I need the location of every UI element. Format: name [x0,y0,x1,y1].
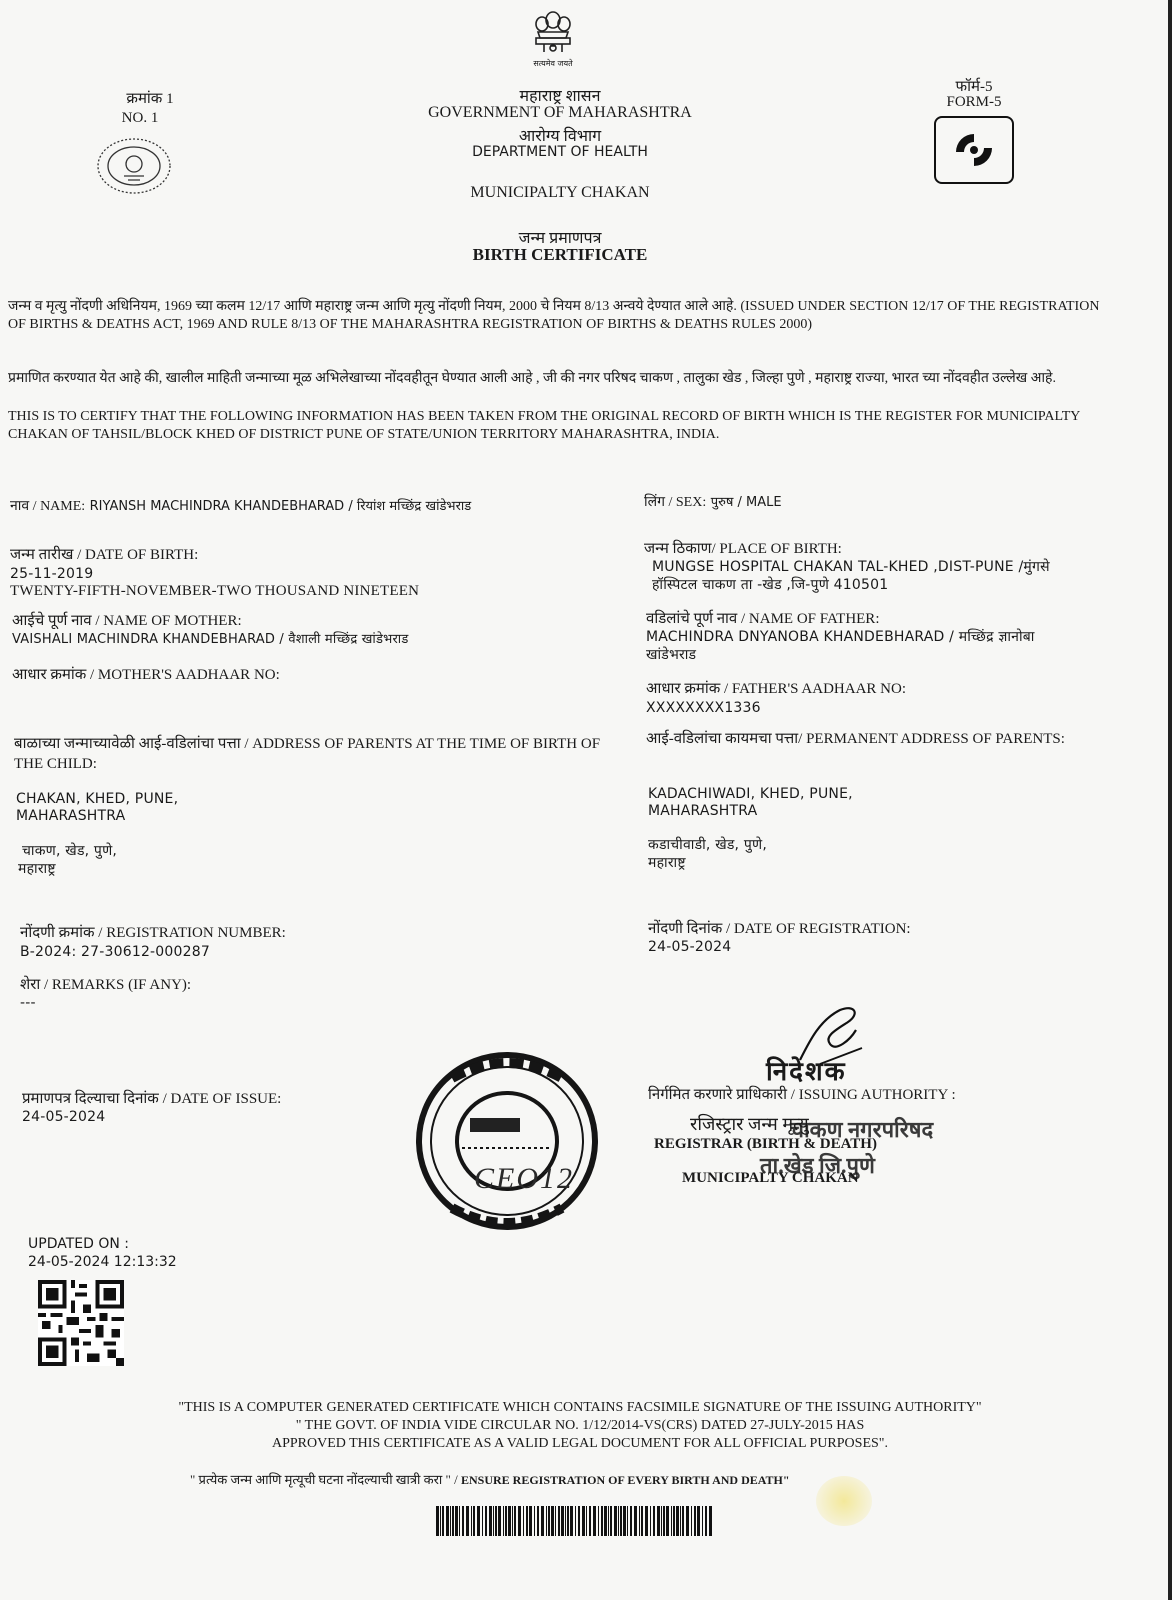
scan-edge [1168,0,1172,1600]
barcode-bar [529,1506,532,1536]
signature [790,1000,870,1074]
barcode-bar [663,1506,665,1536]
emblem-motto: सत्यमेव जयते [533,59,573,68]
gov-title-en: GOVERNMENT OF MAHARASHTRA [428,104,692,121]
barcode-bar [694,1506,696,1536]
certify-en: THIS IS TO CERTIFY THAT THE FOLLOWING INFORMATION HAS BEEN TAKEN FROM THE ORIGINAL RECORD OF BIRTH WHICH IS THE REGISTER FOR MUNICIPALTY CHAKAN OF TAHSIL/BLOCK KHED OF DISTRICT PUNE OF STATE/UNION TERRITORY MAHARASHTRA, INDIA. [8,409,1080,442]
form-no-en: FORM-5 [946,94,1002,110]
mother-label: आईचे पूर्ण नाव / NAME OF MOTHER: [12,613,242,629]
barcode-bar [570,1506,573,1536]
barcode-bar [645,1506,648,1536]
permanent-address-en-2: MAHARASHTRA [648,803,758,819]
health-logo-icon [934,116,1014,184]
barcode-bar [691,1506,692,1536]
issue-date-label: प्रमाणपत्र दिल्याचा दिनांक / DATE OF ISSUE: [22,1091,282,1107]
sex-value: पुरुष / MALE [710,495,782,510]
name-label: नाव / NAME: [10,499,86,514]
barcode-bar [471,1506,472,1536]
slogan [190,1470,790,1488]
permanent-address-mr-1: कडाचीवाडी, खेड, पुणे, [648,837,767,853]
permanent-address-en-1: KADACHIWADI, KHED, PUNE, [648,786,853,802]
barcode-bar [534,1506,535,1536]
barcode-bar [639,1506,640,1536]
dob-label: जन्म तारीख / DATE OF BIRTH: [10,547,199,563]
issue-date-value: 24-05-2024 [22,1109,106,1125]
remarks-label: शेरा / REMARKS (IF ANY): [20,977,192,993]
birth-address-en-1: CHAKAN, KHED, PUNE, [16,791,179,807]
barcode-bar [671,1506,672,1536]
barcode-bar [682,1506,684,1536]
authority-municipality: MUNICIPALTY CHAKAN [682,1170,859,1186]
barcode-bar [446,1506,449,1536]
name-row [10,496,630,515]
barcode-bar [666,1506,669,1536]
barcode-bar [514,1506,516,1536]
barcode-bar [575,1506,576,1536]
stamp-designation: निदेशक [766,1057,847,1086]
footer-line-3: APPROVED THIS CERTIFICATE AS A VALID LEGAL DOCUMENT FOR ALL OFFICIAL PURPOSES". [271,1436,889,1451]
mother-value: VAISHALI MACHINDRA KHANDEBHARAD / वैशाली मच्छिंद्र खांडेभराड [12,632,409,647]
birth-address-label: बाळाच्या जन्माच्यावेळी आई-वडिलांचा पत्ता / ADDRESS OF PARENTS AT THE TIME OF BIRTH OF THE CHILD: [14,736,601,772]
barcode-bar [702,1506,703,1536]
pob-value: MUNGSE HOSPITAL CHAKAN TAL-KHED ,DIST-PUNE /मुंगसे हॉस्पिटल चाकण ता -खेड ,जि-पुणे 410501 [652,559,1050,593]
barcode-bar [614,1506,617,1536]
municipal-round-seal [412,1048,602,1234]
birth-address-en-2: MAHARASHTRA [16,808,126,824]
barcode-bar [604,1506,607,1536]
barcode-bar [489,1506,492,1536]
barcode-bar [661,1506,662,1536]
barcode-bar [630,1506,632,1536]
barcode-bar [650,1506,651,1536]
barcode-bar [598,1506,599,1536]
barcode-bar [548,1506,550,1536]
barcode-bar [505,1506,507,1536]
barcode-bar [618,1506,619,1536]
certificate-no-en: NO. 1 [121,110,159,126]
slogan-mr: " प्रत्येक जन्म आणि मृत्यूची घटना नोंदल्याची खात्री करा " / [190,1472,458,1487]
barcode-bar [676,1506,679,1536]
form-no-mr: फॉर्म-5 [955,79,993,95]
barcode-bar [634,1506,637,1536]
footer-line-1: "THIS IS A COMPUTER GENERATED CERTIFICATE WHICH CONTAINS FACSIMILE SIGNATURE OF THE ISSUING AUTHORITY" [178,1400,982,1415]
dept-title-en: DEPARTMENT OF HEALTH [472,144,648,160]
permanent-address-mr-2: महाराष्ट्र [648,855,686,871]
municipality-title: MUNICIPALTY CHAKAN [470,184,650,201]
qr-code [38,1280,124,1370]
barcode [436,1506,712,1540]
gov-title-mr: महाराष्ट्र शासन [519,88,601,105]
issued-under-mr: जन्म व मृत्यु नोंदणी अधिनियम, 1969 च्या कलम 12/17 आणि महाराष्ट्र जन्म आणि मृत्यु नोंदणी नियम, 2000 चे नियम 8/13 अन्वये देण्यात आले आहे. [8,299,737,314]
barcode-bar [578,1506,580,1536]
dept-title-mr: आरोग्य विभाग [518,128,602,145]
barcode-bar [657,1506,660,1536]
barcode-bar [523,1506,524,1536]
barcode-bar [477,1506,480,1536]
certificate-title-mr: जन्म प्रमाणपत्र [518,230,602,247]
barcode-bar [541,1506,544,1536]
name-value: RIYANSH MACHINDRA KHANDEBHARAD / रियांश मच्छिंद्र खांडेभराड [89,499,472,514]
certificate-no-mr: क्रमांक 1 [126,91,174,107]
registration-number-label: नोंदणी क्रमांक / REGISTRATION NUMBER: [20,925,286,941]
registration-number-value: B-2024: 27-30612-000287 [20,944,210,960]
father-aadhaar-value: XXXXXXXX1336 [646,700,761,716]
birth-address-mr-1: चाकण, खेड, पुणे, [22,843,118,859]
barcode-bar [673,1506,675,1536]
barcode-bar [709,1506,712,1536]
barcode-bar [518,1506,521,1536]
barcode-bar [459,1506,460,1536]
stamp-municipality: चाकण नगरपरिषद [790,1117,934,1142]
barcode-bar [508,1506,511,1536]
father-label: वडिलांचे पूर्ण नाव / NAME OF FATHER: [646,611,880,627]
barcode-bar [485,1506,487,1536]
barcode-bar [442,1506,444,1536]
dob-value: 25-11-2019 [10,566,94,582]
barcode-bar [686,1506,689,1536]
updated-value: 24-05-2024 12:13:32 [28,1254,177,1270]
barcode-bar [503,1506,504,1536]
pob-label: जन्म ठिकाण/ PLACE OF BIRTH: [644,541,842,557]
permanent-address-label: आई-वडिलांचा कायमचा पत्ता/ PERMANENT ADDRESS OF PARENTS: [646,731,1065,747]
barcode-bar [546,1506,547,1536]
barcode-bar [680,1506,681,1536]
barcode-bar [526,1506,528,1536]
barcode-bar [498,1506,501,1536]
registration-date-value: 24-05-2024 [648,939,732,955]
barcode-bar [608,1506,609,1536]
sex-label: लिंग / SEX: [644,495,707,510]
paper-stain [816,1476,872,1526]
barcode-bar [512,1506,513,1536]
barcode-bar [455,1506,458,1536]
issuing-authority-label: निर्गमित करणारे प्राधिकारी / ISSUING AUTHORITY : [648,1087,956,1103]
registration-date-label: नोंदणी दिनांक / DATE OF REGISTRATION: [648,921,911,937]
barcode-bar [482,1506,483,1536]
national-emblem-icon [528,8,578,68]
barcode-bar [466,1506,469,1536]
issued-under-text [8,298,1112,334]
updated-label: UPDATED ON : [28,1236,130,1252]
health-seal-icon [94,136,174,200]
certificate-title-en: BIRTH CERTIFICATE [472,245,648,264]
seal-handwritten-number: CEO12 [474,1162,574,1195]
barcode-bar [495,1506,497,1536]
barcode-bar [473,1506,475,1536]
barcode-bar [641,1506,643,1536]
barcode-bar [653,1506,655,1536]
sex-row [644,492,782,511]
barcode-bar [601,1506,603,1536]
barcode-bar [551,1506,554,1536]
barcode-bar [627,1506,628,1536]
barcode-bar [620,1506,622,1536]
barcode-bar [705,1506,707,1536]
father-aadhaar-label: आधार क्रमांक / FATHER'S AADHAAR NO: [646,681,906,697]
father-value: MACHINDRA DNYANOBA KHANDEBHARAD / मच्छिंद्र ज्ञानोबा खांडेभराड [646,629,1035,663]
barcode-bar [555,1506,556,1536]
stamp-place: ता.खेड जि.पुणे [760,1153,875,1178]
barcode-bar [586,1506,587,1536]
barcode-bar [567,1506,569,1536]
barcode-bar [493,1506,494,1536]
barcode-bar [450,1506,451,1536]
barcode-bar [558,1506,560,1536]
issued-under-en: (ISSUED UNDER SECTION 12/17 OF THE REGISTRATION OF BIRTHS & DEATHS ACT, 1969 AND RULE 8/13 OF THE MAHARASHTRA REGISTRATION OF BIRTHS & DEATHS RULES 2000) [8,299,1100,332]
barcode-bar [697,1506,700,1536]
registrar-en: REGISTRAR (BIRTH & DEATH) [654,1136,877,1152]
slogan-en: ENSURE REGISTRATION OF EVERY BIRTH AND DEATH" [460,1473,790,1487]
mother-aadhaar-label: आधार क्रमांक / MOTHER'S AADHAAR NO: [12,667,280,683]
barcode-bar [537,1506,539,1536]
barcode-bar [582,1506,585,1536]
certify-mr: प्रमाणित करण्यात येत आहे की, खालील माहिती जन्माच्या मूळ अभिलेखाच्या नोंदवहीतून घेण्यात आली आहे , जी की नगर परिषद चाकण , तालुका खेड , जिल्हा पुणे , महाराष्ट्र राज्या, भारत च्या नोंदवहीत उल्लेख आहे. [8,371,1056,386]
barcode-bar [462,1506,464,1536]
registrar-mr: रजिस्ट्रार जन्म मृत्यु [690,1114,809,1134]
barcode-bar [623,1506,626,1536]
remarks-value: --- [20,995,36,1011]
barcode-bar [440,1506,441,1536]
barcode-bar [593,1506,596,1536]
footer-line-2: " THE GOVT. OF INDIA VIDE CIRCULAR NO. 1/12/2014-VS(CRS) DATED 27-JULY-2015 HAS [295,1418,865,1433]
barcode-bar [436,1506,439,1536]
dob-words: TWENTY-FIFTH-NOVEMBER-TWO THOUSAND NINETEEN [10,583,420,599]
birth-address-mr-2: महाराष्ट्र [18,861,56,877]
barcode-bar [452,1506,454,1536]
barcode-bar [589,1506,591,1536]
barcode-bar [610,1506,612,1536]
barcode-bar [561,1506,564,1536]
barcode-bar [565,1506,566,1536]
